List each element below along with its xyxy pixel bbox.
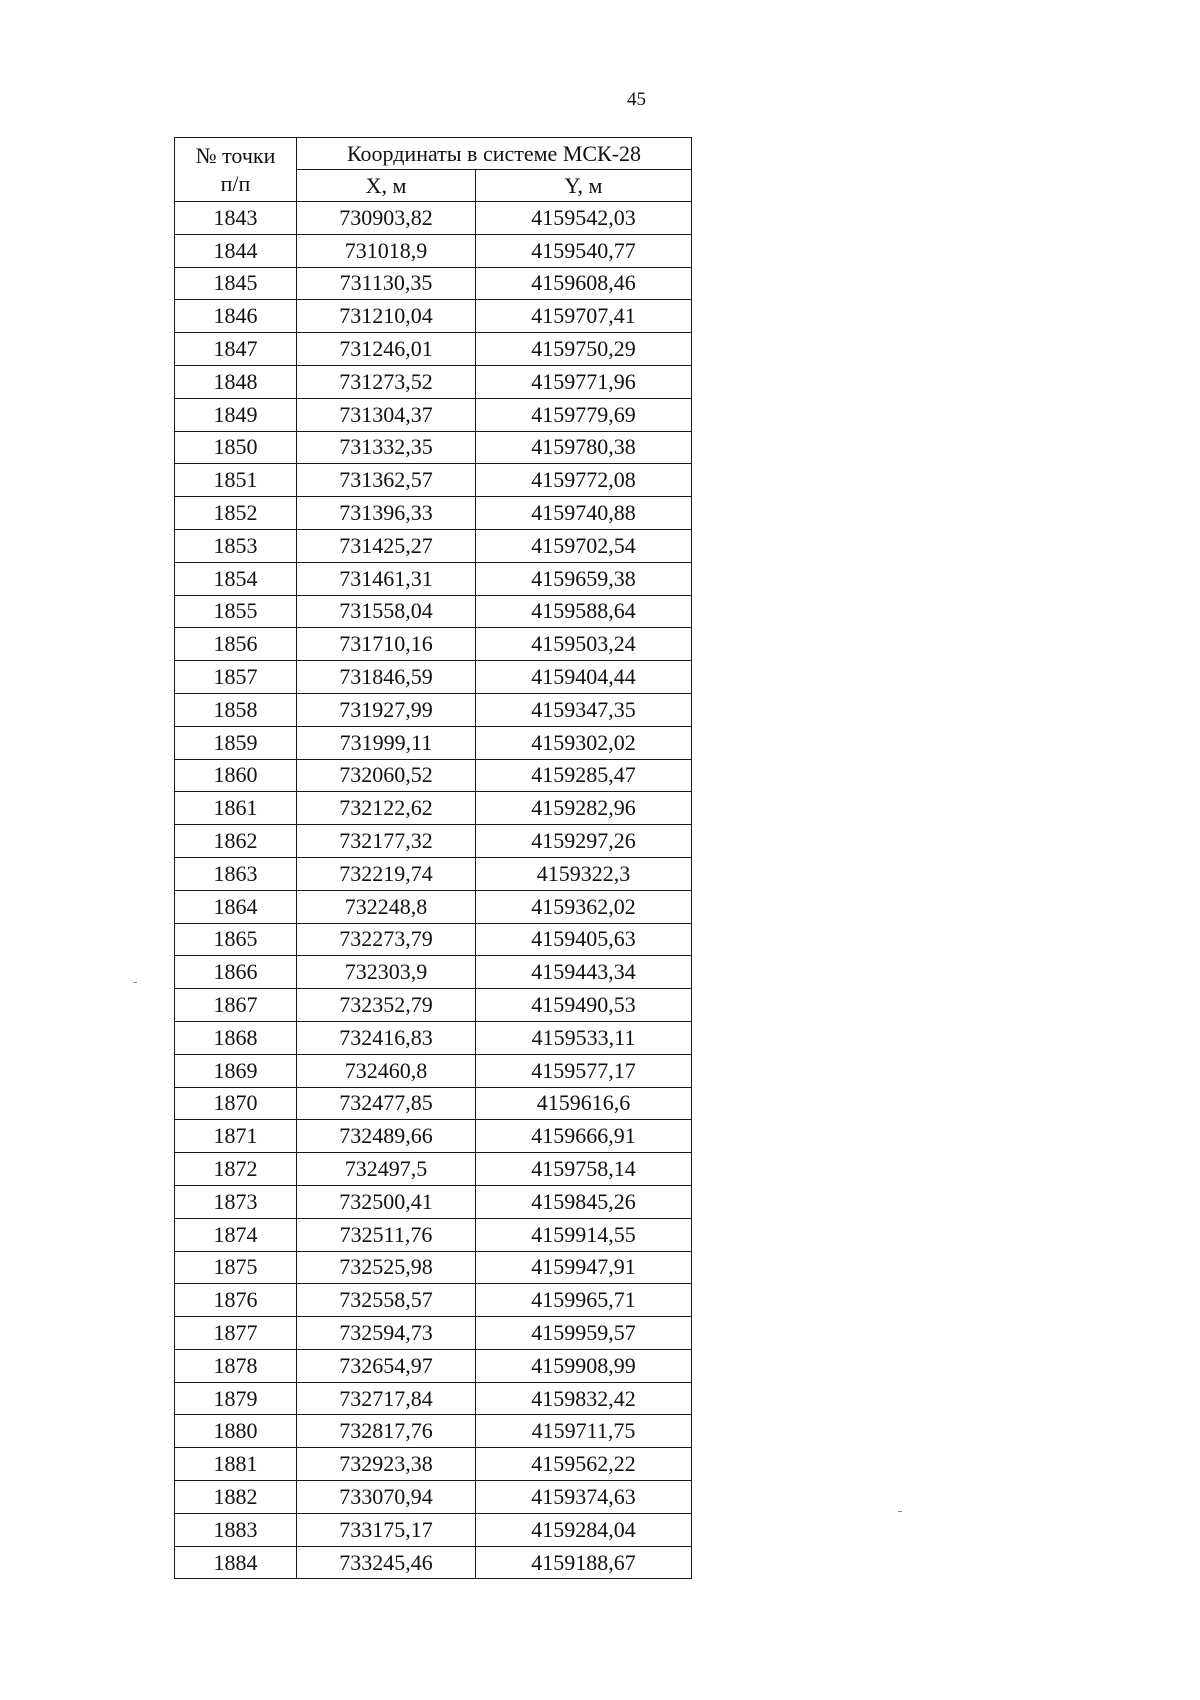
point-number-cell: 1871	[175, 1120, 297, 1153]
point-number-cell: 1859	[175, 726, 297, 759]
point-number-header	[175, 138, 297, 202]
x-coordinate-cell: 731425,27	[297, 529, 476, 562]
x-coordinate-cell: 732273,79	[297, 923, 476, 956]
y-coordinate-cell: 4159490,53	[476, 989, 692, 1022]
x-coordinate-cell: 732122,62	[297, 792, 476, 825]
y-coordinate-cell: 4159588,64	[476, 595, 692, 628]
x-coordinate-cell: 733245,46	[297, 1546, 476, 1579]
y-coordinate-cell: 4159608,46	[476, 267, 692, 300]
point-number-cell: 1863	[175, 857, 297, 890]
y-coordinate-cell: 4159616,6	[476, 1087, 692, 1120]
point-number-cell: 1882	[175, 1481, 297, 1514]
point-number-cell: 1867	[175, 989, 297, 1022]
y-coordinate-cell: 4159740,88	[476, 497, 692, 530]
x-coordinate-cell: 731362,57	[297, 464, 476, 497]
x-coordinate-cell: 732817,76	[297, 1415, 476, 1448]
point-number-cell: 1845	[175, 267, 297, 300]
y-coordinate-cell: 4159542,03	[476, 202, 692, 235]
y-coordinate-cell: 4159284,04	[476, 1513, 692, 1546]
x-coordinate-cell: 732352,79	[297, 989, 476, 1022]
point-number-header-line2: п/п	[220, 170, 251, 196]
point-number-cell: 1864	[175, 890, 297, 923]
x-coordinate-cell: 731396,33	[297, 497, 476, 530]
point-number-cell: 1858	[175, 693, 297, 726]
y-coordinate-cell: 4159965,71	[476, 1284, 692, 1317]
y-coordinate-cell: 4159914,55	[476, 1218, 692, 1251]
y-coordinate-cell: 4159302,02	[476, 726, 692, 759]
point-number-cell: 1883	[175, 1513, 297, 1546]
table-row	[175, 300, 692, 333]
table-row	[175, 1054, 692, 1087]
y-coordinate-cell: 4159188,67	[476, 1546, 692, 1579]
table-row	[175, 1185, 692, 1218]
table-row	[175, 890, 692, 923]
table-row	[175, 825, 692, 858]
x-coordinate-cell: 732177,32	[297, 825, 476, 858]
y-coordinate-cell: 4159533,11	[476, 1021, 692, 1054]
x-coordinate-cell: 731130,35	[297, 267, 476, 300]
point-number-cell: 1856	[175, 628, 297, 661]
table-row	[175, 956, 692, 989]
y-coordinate-cell: 4159702,54	[476, 529, 692, 562]
table-row	[175, 1415, 692, 1448]
x-coordinate-cell: 731999,11	[297, 726, 476, 759]
point-number-cell: 1878	[175, 1349, 297, 1382]
y-coordinate-cell: 4159404,44	[476, 661, 692, 694]
table-row	[175, 431, 692, 464]
x-coordinate-cell: 731461,31	[297, 562, 476, 595]
table-row	[175, 857, 692, 890]
point-number-cell: 1876	[175, 1284, 297, 1317]
y-coordinate-cell: 4159347,35	[476, 693, 692, 726]
point-number-cell: 1870	[175, 1087, 297, 1120]
y-coordinate-cell: 4159362,02	[476, 890, 692, 923]
point-number-cell: 1851	[175, 464, 297, 497]
x-coordinate-cell: 731210,04	[297, 300, 476, 333]
point-number-cell: 1848	[175, 365, 297, 398]
table-row	[175, 1317, 692, 1350]
y-coordinate-cell: 4159780,38	[476, 431, 692, 464]
x-coordinate-cell: 732525,98	[297, 1251, 476, 1284]
x-coordinate-cell: 732477,85	[297, 1087, 476, 1120]
table-row	[175, 693, 692, 726]
y-coordinate-cell: 4159562,22	[476, 1448, 692, 1481]
table-row	[175, 1349, 692, 1382]
table-row	[175, 1153, 692, 1186]
point-number-cell: 1861	[175, 792, 297, 825]
table-row	[175, 1546, 692, 1579]
y-coordinate-cell: 4159282,96	[476, 792, 692, 825]
coordinate-system-header: Координаты в системе МСК-28	[297, 138, 692, 170]
y-coordinate-cell: 4159405,63	[476, 923, 692, 956]
scan-speck	[898, 1511, 902, 1512]
x-coordinate-cell: 732511,76	[297, 1218, 476, 1251]
table-row	[175, 1481, 692, 1514]
table-row	[175, 497, 692, 530]
point-number-cell: 1849	[175, 398, 297, 431]
table-row	[175, 333, 692, 366]
y-coordinate-cell: 4159503,24	[476, 628, 692, 661]
x-coordinate-cell: 730903,82	[297, 202, 476, 235]
table-row	[175, 661, 692, 694]
x-coordinate-cell: 731846,59	[297, 661, 476, 694]
point-number-cell: 1862	[175, 825, 297, 858]
x-coordinate-cell: 732248,8	[297, 890, 476, 923]
point-number-cell: 1855	[175, 595, 297, 628]
table-row	[175, 398, 692, 431]
x-coordinate-cell: 732500,41	[297, 1185, 476, 1218]
point-number-cell: 1868	[175, 1021, 297, 1054]
y-coordinate-cell: 4159845,26	[476, 1185, 692, 1218]
table-row	[175, 202, 692, 235]
x-coordinate-cell: 732717,84	[297, 1382, 476, 1415]
x-column-header: X, м	[297, 170, 476, 202]
y-coordinate-cell: 4159707,41	[476, 300, 692, 333]
scan-speck	[133, 982, 137, 983]
x-coordinate-cell: 732923,38	[297, 1448, 476, 1481]
x-coordinate-cell: 731018,9	[297, 234, 476, 267]
point-number-cell: 1877	[175, 1317, 297, 1350]
coordinates-table	[174, 137, 692, 1579]
x-coordinate-cell: 732654,97	[297, 1349, 476, 1382]
point-number-cell: 1873	[175, 1185, 297, 1218]
y-coordinate-cell: 4159666,91	[476, 1120, 692, 1153]
table-row	[175, 1284, 692, 1317]
point-number-cell: 1847	[175, 333, 297, 366]
point-number-cell: 1880	[175, 1415, 297, 1448]
point-number-cell: 1884	[175, 1546, 297, 1579]
table-row	[175, 989, 692, 1022]
table-header	[175, 138, 692, 202]
x-coordinate-cell: 731710,16	[297, 628, 476, 661]
point-number-cell: 1881	[175, 1448, 297, 1481]
x-coordinate-cell: 731304,37	[297, 398, 476, 431]
x-coordinate-cell: 732558,57	[297, 1284, 476, 1317]
table-row	[175, 562, 692, 595]
table-body	[175, 202, 692, 1579]
table-row	[175, 1513, 692, 1546]
point-number-cell: 1853	[175, 529, 297, 562]
x-coordinate-cell: 731558,04	[297, 595, 476, 628]
y-coordinate-cell: 4159771,96	[476, 365, 692, 398]
table-row	[175, 365, 692, 398]
table-row	[175, 628, 692, 661]
table-row	[175, 464, 692, 497]
x-coordinate-cell: 732594,73	[297, 1317, 476, 1350]
y-coordinate-cell: 4159750,29	[476, 333, 692, 366]
point-number-cell: 1875	[175, 1251, 297, 1284]
point-number-cell: 1860	[175, 759, 297, 792]
y-coordinate-cell: 4159959,57	[476, 1317, 692, 1350]
table-row	[175, 1087, 692, 1120]
x-coordinate-cell: 732303,9	[297, 956, 476, 989]
y-coordinate-cell: 4159758,14	[476, 1153, 692, 1186]
x-coordinate-cell: 732416,83	[297, 1021, 476, 1054]
table-row	[175, 529, 692, 562]
y-coordinate-cell: 4159285,47	[476, 759, 692, 792]
y-coordinate-cell: 4159297,26	[476, 825, 692, 858]
y-coordinate-cell: 4159659,38	[476, 562, 692, 595]
y-coordinate-cell: 4159711,75	[476, 1415, 692, 1448]
y-coordinate-cell: 4159947,91	[476, 1251, 692, 1284]
table-row	[175, 595, 692, 628]
x-coordinate-cell: 733070,94	[297, 1481, 476, 1514]
table-row	[175, 1382, 692, 1415]
point-number-cell: 1843	[175, 202, 297, 235]
x-coordinate-cell: 731246,01	[297, 333, 476, 366]
y-coordinate-cell: 4159779,69	[476, 398, 692, 431]
table-row	[175, 234, 692, 267]
table-row	[175, 1251, 692, 1284]
table-row	[175, 1120, 692, 1153]
table-row	[175, 759, 692, 792]
y-column-header: Y, м	[476, 170, 692, 202]
table-row	[175, 1448, 692, 1481]
y-coordinate-cell: 4159832,42	[476, 1382, 692, 1415]
point-number-cell: 1879	[175, 1382, 297, 1415]
x-coordinate-cell: 731332,35	[297, 431, 476, 464]
point-number-cell: 1865	[175, 923, 297, 956]
x-coordinate-cell: 732460,8	[297, 1054, 476, 1087]
table-row	[175, 726, 692, 759]
point-number-cell: 1852	[175, 497, 297, 530]
table-row	[175, 1218, 692, 1251]
y-coordinate-cell: 4159374,63	[476, 1481, 692, 1514]
table-row	[175, 267, 692, 300]
point-number-cell: 1874	[175, 1218, 297, 1251]
point-number-header-line1: № точки	[195, 142, 276, 168]
point-number-cell: 1850	[175, 431, 297, 464]
point-number-cell: 1869	[175, 1054, 297, 1087]
y-coordinate-cell: 4159908,99	[476, 1349, 692, 1382]
y-coordinate-cell: 4159772,08	[476, 464, 692, 497]
point-number-cell: 1846	[175, 300, 297, 333]
x-coordinate-cell: 731927,99	[297, 693, 476, 726]
table-row	[175, 792, 692, 825]
table-row	[175, 923, 692, 956]
point-number-cell: 1866	[175, 956, 297, 989]
x-coordinate-cell: 731273,52	[297, 365, 476, 398]
point-number-cell: 1844	[175, 234, 297, 267]
x-coordinate-cell: 732497,5	[297, 1153, 476, 1186]
y-coordinate-cell: 4159577,17	[476, 1054, 692, 1087]
point-number-cell: 1854	[175, 562, 297, 595]
x-coordinate-cell: 732489,66	[297, 1120, 476, 1153]
x-coordinate-cell: 732060,52	[297, 759, 476, 792]
y-coordinate-cell: 4159322,3	[476, 857, 692, 890]
point-number-cell: 1872	[175, 1153, 297, 1186]
point-number-cell: 1857	[175, 661, 297, 694]
page-number: 45	[627, 89, 646, 110]
y-coordinate-cell: 4159540,77	[476, 234, 692, 267]
x-coordinate-cell: 732219,74	[297, 857, 476, 890]
table-row	[175, 1021, 692, 1054]
y-coordinate-cell: 4159443,34	[476, 956, 692, 989]
x-coordinate-cell: 733175,17	[297, 1513, 476, 1546]
